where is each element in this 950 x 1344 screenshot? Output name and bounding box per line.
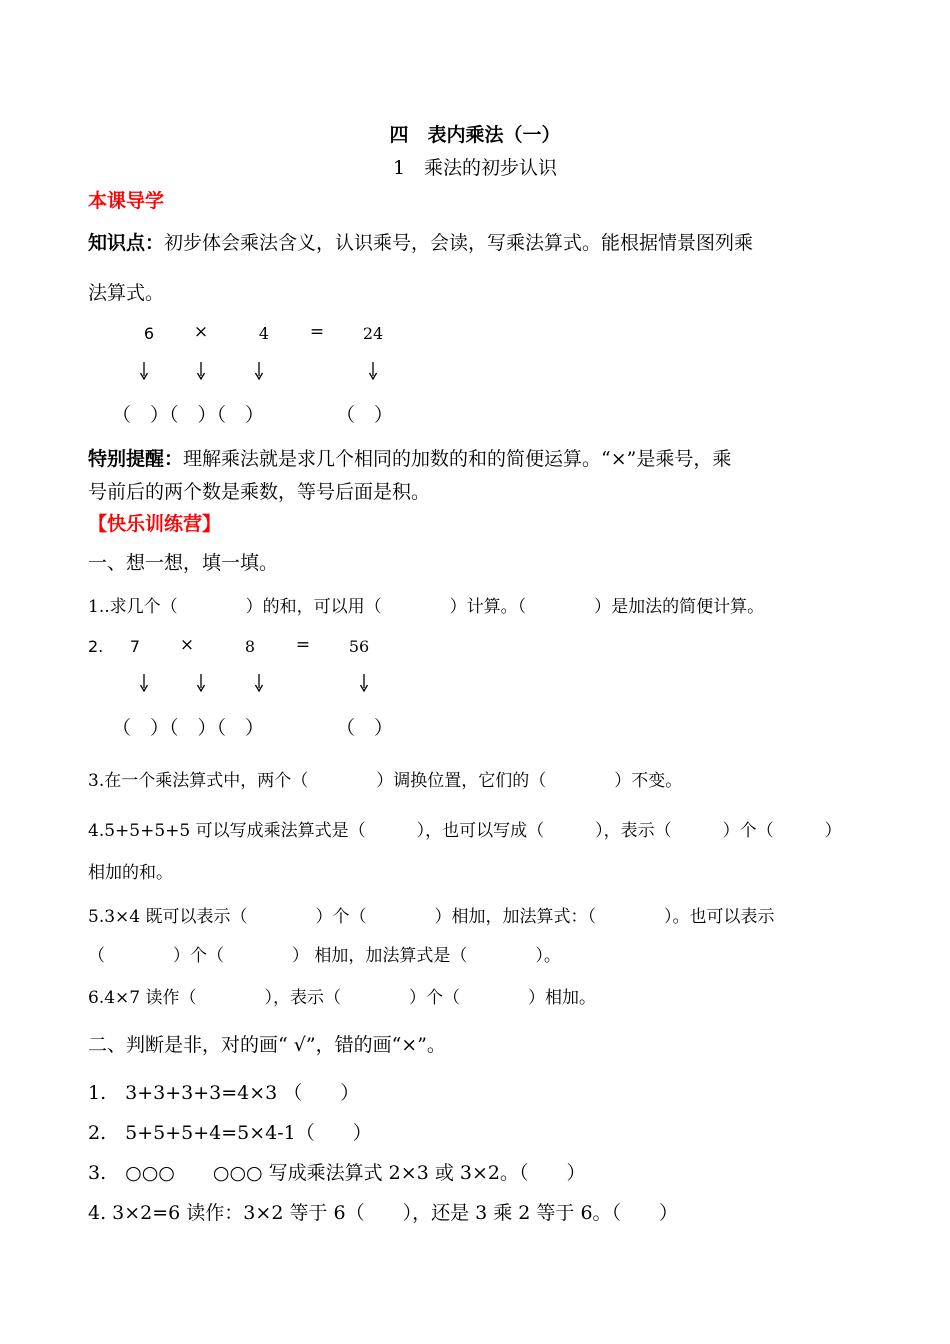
section-guide-label: 本课导学 bbox=[88, 190, 165, 212]
example-times-sign: × bbox=[193, 322, 209, 342]
q2-answer-blanks[interactable]: （ ）（ ）（ ） bbox=[112, 717, 265, 739]
q2-answer-blank-product[interactable]: （ ） bbox=[336, 717, 394, 739]
arrow-down-icon bbox=[253, 361, 265, 381]
part2-question-1: 1. 3+3+3+3=4×3 （ ） bbox=[88, 1082, 360, 1104]
unit-title: 四 表内乘法（一） bbox=[389, 124, 561, 146]
example-answer-blank-product[interactable]: （ ） bbox=[336, 404, 394, 426]
arrow-down-icon bbox=[138, 673, 150, 693]
arrow-down-icon bbox=[195, 361, 207, 381]
arrow-down-icon bbox=[253, 673, 265, 693]
part2-question-2: 2. 5+5+5+4=5×4-1（ ） bbox=[88, 1122, 372, 1144]
knowledge-line-1 bbox=[88, 228, 753, 255]
knowledge-text-1: 初步体会乘法含义，认识乘号，会读，写乘法算式。能根据情景图列乘 bbox=[164, 232, 754, 254]
part1-question-6: 6.4×7 读作（ ），表示（ ）个（ ）相加。 bbox=[88, 988, 596, 1008]
part2-question-3: 3. ○○○ ○○○ 写成乘法算式 2×3 或 3×2。（ ） bbox=[88, 1162, 586, 1184]
q2-equals-sign: = bbox=[295, 635, 311, 655]
part1-title: 一、想一想，填一填。 bbox=[88, 552, 279, 574]
lesson-title: 1 乘法的初步认识 bbox=[392, 157, 558, 179]
part1-question-2-number: 2. bbox=[88, 637, 104, 656]
part1-question-5-line-1: 5.3×4 既可以表示（ ）个（ ）相加，加法算式：（ ）。也可以表示 bbox=[88, 907, 775, 927]
q2-times-sign: × bbox=[179, 635, 195, 655]
q2-factor-b: 8 bbox=[244, 637, 256, 656]
knowledge-line-2: 法算式。 bbox=[88, 282, 165, 304]
arrow-down-icon bbox=[367, 361, 379, 381]
example-equals-sign: = bbox=[309, 322, 325, 342]
arrow-down-icon bbox=[195, 673, 207, 693]
reminder-label: 特别提醒： bbox=[88, 448, 184, 470]
arrow-down-icon bbox=[358, 673, 370, 693]
knowledge-label: 知识点： bbox=[88, 232, 165, 254]
reminder-text-1: 理解乘法就是求几个相同的加数的和的简便运算。“×”是乘号，乘 bbox=[183, 448, 732, 470]
part1-question-5-line-2: （ ）个（ ） 相加，加法算式是（ ）。 bbox=[88, 946, 561, 966]
example-answer-blanks[interactable]: （ ）（ ）（ ） bbox=[112, 404, 265, 426]
example-factor-b: 4 bbox=[258, 324, 270, 343]
q2-factor-a: 7 bbox=[129, 637, 141, 656]
part2-title: 二、判断是非，对的画“ √”，错的画“×”。 bbox=[88, 1034, 446, 1056]
part1-question-4-line-2: 相加的和。 bbox=[88, 863, 173, 883]
arrow-down-icon bbox=[138, 361, 150, 381]
part1-question-4-line-1: 4.5+5+5+5 可以写成乘法算式是（ ），也可以写成（ ），表示（ ）个（ ） bbox=[88, 821, 842, 841]
example-product: 24 bbox=[362, 324, 384, 343]
reminder-line-2: 号前后的两个数是乘数，等号后面是积。 bbox=[88, 481, 431, 503]
part1-question-3: 3.在一个乘法算式中，两个（ ）调换位置，它们的（ ）不变。 bbox=[88, 771, 683, 791]
q2-product: 56 bbox=[348, 637, 370, 656]
part1-question-1: 1..求几个（ ）的和，可以用（ ）计算。（ ）是加法的简便计算。 bbox=[88, 597, 765, 617]
example-factor-a: 6 bbox=[143, 324, 155, 343]
section-training-label: 【快乐训练营】 bbox=[88, 513, 222, 535]
reminder-line-1 bbox=[88, 444, 731, 471]
part2-question-4: 4. 3×2=6 读作：3×2 等于 6（ ），还是 3 乘 2 等于 6。（ ） bbox=[88, 1202, 679, 1224]
